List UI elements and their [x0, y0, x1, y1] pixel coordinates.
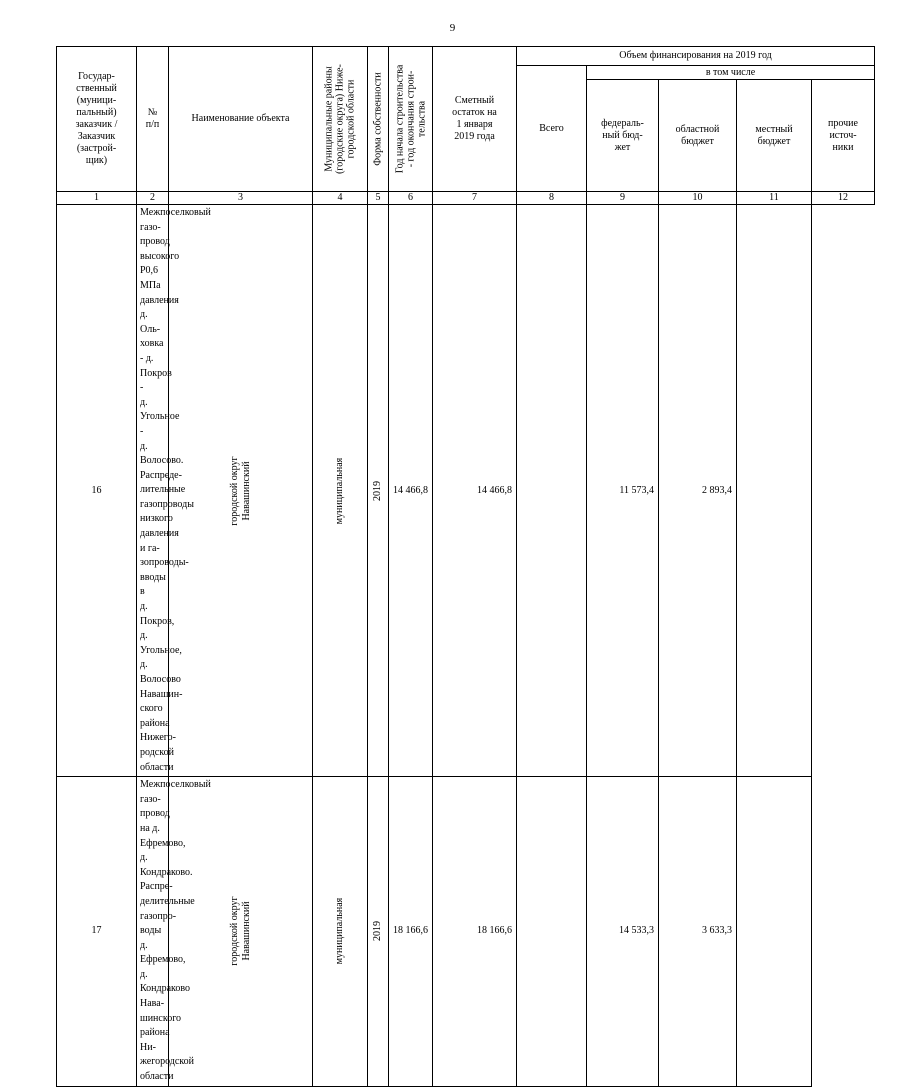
- header-years: [389, 47, 433, 192]
- table-row: [57, 205, 875, 777]
- header-customer-line: (застрой-: [76, 143, 117, 154]
- financing-table: [56, 46, 875, 1087]
- column-number: 9: [587, 192, 659, 205]
- row-name-line: родской области: [140, 746, 174, 773]
- header-federal: [587, 80, 659, 192]
- row-name-line: д. Волосово. Распреде-: [140, 440, 184, 481]
- header-num-line: п/п: [145, 119, 160, 130]
- row-num: 17: [57, 777, 137, 1086]
- column-number: 2: [137, 192, 169, 205]
- column-number: 1: [57, 192, 137, 205]
- row-total: 14 466,8: [433, 205, 517, 777]
- row-ownership-text: муниципальная: [334, 898, 345, 965]
- row-name-line: ского района Нижего-: [140, 703, 176, 744]
- header-financing: Объем финансирования на 2019 год: [517, 47, 875, 66]
- row-total: 18 166,6: [433, 777, 517, 1086]
- row-ownership: [313, 205, 368, 777]
- row-name-line: лительные газопроводы: [140, 484, 194, 510]
- header-estimate: [433, 47, 517, 192]
- row-name-line: провод на д. Ефремово,: [140, 808, 186, 849]
- row-year: [368, 777, 389, 1086]
- header-ownership: [368, 47, 389, 192]
- row-object-name: [137, 205, 211, 777]
- row-estimate: 18 166,6: [389, 777, 433, 1086]
- row-year-text: 2019: [372, 921, 383, 942]
- header-federal-line: жет: [614, 141, 631, 153]
- header-ownership-text: Форма собственности: [372, 72, 384, 166]
- header-customer: [57, 47, 137, 192]
- row-name-line: низкого давления и га-: [140, 513, 179, 554]
- header-other: [812, 80, 875, 192]
- row-federal: [517, 777, 587, 1086]
- row-district-line: городской округ: [228, 456, 240, 526]
- header-customer-text: [57, 71, 136, 167]
- header-years-line: - год окончания строи-: [405, 70, 416, 168]
- row-district-line: Навашинский: [240, 461, 252, 521]
- header-customer-line: щик): [85, 155, 108, 166]
- header-num: [137, 47, 169, 192]
- header-years-line: Год начала строительства: [394, 64, 405, 174]
- table-row: [57, 777, 875, 1086]
- row-district-line: городской округ: [228, 896, 240, 966]
- row-name-line: зопроводы-вводы в: [140, 557, 189, 598]
- row-other: [737, 777, 812, 1086]
- row-district: [169, 777, 313, 1086]
- header-local-line: местный: [755, 123, 793, 135]
- header-districts-line: (городские округа) Ниже-: [334, 64, 346, 174]
- header-estimate-line: 2019 года: [454, 131, 495, 142]
- header-customer-line: пальный): [76, 107, 117, 118]
- header-estimate-line: остаток на: [452, 107, 497, 118]
- header-object-name: Наименование объекта: [169, 47, 313, 192]
- column-number-row: [57, 192, 875, 205]
- row-name-line: делительные газопро-: [140, 895, 195, 922]
- column-number: 3: [169, 192, 313, 205]
- row-district: [169, 205, 313, 777]
- row-name-line: Межпоселковый газо-: [140, 207, 211, 233]
- column-number: 11: [737, 192, 812, 205]
- header-estimate-line: 1 января: [456, 119, 493, 130]
- header-regional: [659, 80, 737, 192]
- row-district-line: Навашинский: [240, 901, 252, 961]
- header-estimate-line: Сметный: [454, 95, 495, 106]
- header-districts-text: [324, 64, 357, 174]
- row-local: 2 893,4: [659, 205, 737, 777]
- header-num-line: №: [147, 107, 158, 118]
- page-number: 9: [449, 22, 456, 34]
- row-name-line: ховка - д. Покров -: [140, 338, 172, 394]
- header-local: [737, 80, 812, 192]
- row-name-line: д. Кондраково. Распре-: [140, 852, 193, 893]
- row-federal: [517, 205, 587, 777]
- row-name-line: жегородской области: [140, 1056, 195, 1083]
- header-customer-line: заказчик /: [75, 119, 118, 130]
- header-federal-line: федераль-: [601, 117, 644, 129]
- row-name-line: МПа давления д. Оль-: [140, 279, 179, 335]
- row-name-line: д. Волосово Навашин-: [140, 659, 183, 700]
- row-ownership-text: муниципальная: [334, 457, 345, 524]
- header-other-line: ники: [832, 141, 854, 153]
- row-year: [368, 205, 389, 777]
- row-name-line: шинского района Ни-: [140, 1012, 182, 1053]
- row-name-line: д. Покров, д. Угольное,: [140, 601, 182, 656]
- row-name-line: провод высокого Р0,6: [140, 236, 180, 277]
- header-customer-line: (муници-: [76, 95, 117, 106]
- row-regional: 14 533,3: [587, 777, 659, 1086]
- column-number: 5: [368, 192, 389, 205]
- header-customer-line: Заказчик: [77, 131, 116, 142]
- header-regional-line: областной: [675, 123, 720, 135]
- header-including: в том числе: [587, 66, 875, 80]
- row-num: 16: [57, 205, 137, 777]
- column-number: 7: [433, 192, 517, 205]
- row-local: 3 633,3: [659, 777, 737, 1086]
- row-district-text: [229, 456, 253, 525]
- header-other-line: прочие: [828, 117, 858, 129]
- column-number: 6: [389, 192, 433, 205]
- header-customer-line: ственный: [76, 83, 117, 94]
- row-regional: 11 573,4: [587, 205, 659, 777]
- header-years-text: [394, 65, 427, 174]
- header-federal-line: ный бюд-: [602, 129, 643, 141]
- header-local-line: бюджет: [757, 135, 791, 147]
- header-other-line: источ-: [829, 129, 857, 141]
- header-years-line: тельства: [416, 100, 427, 138]
- row-ownership: [313, 777, 368, 1086]
- column-number: 8: [517, 192, 587, 205]
- row-name-line: д. Кондраково Нава-: [140, 968, 191, 1010]
- column-number: 12: [812, 192, 875, 205]
- row-other: [737, 205, 812, 777]
- column-number: 10: [659, 192, 737, 205]
- header-regional-line: бюджет: [681, 135, 714, 147]
- row-district-text: [229, 897, 253, 966]
- header-districts-line: городской области: [345, 79, 357, 159]
- row-object-name: [137, 777, 211, 1086]
- row-name-line: Межпоселковый газо-: [140, 779, 211, 805]
- header-total: Всего: [517, 66, 587, 192]
- row-year-text: 2019: [372, 480, 383, 501]
- row-name-line: д. Угольное -: [140, 396, 180, 437]
- header-districts: [313, 47, 368, 192]
- row-estimate: 14 466,8: [389, 205, 433, 777]
- row-name-line: воды д. Ефремово,: [140, 925, 186, 966]
- column-number: 4: [313, 192, 368, 205]
- header-customer-line: Государ-: [78, 71, 115, 82]
- header-districts-line: Муниципальные районы: [323, 66, 335, 172]
